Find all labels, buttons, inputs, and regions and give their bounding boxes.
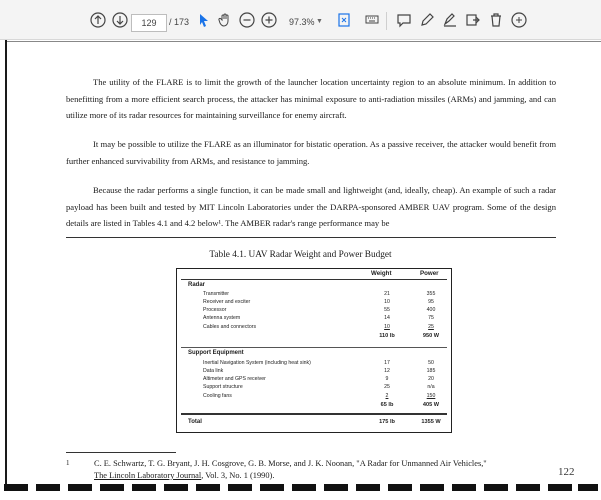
page-number: 122 [558, 466, 575, 478]
dash-mark [164, 484, 188, 491]
col-header-power: Power [420, 270, 439, 277]
dash-mark [36, 484, 60, 491]
zoom-dropdown-icon[interactable]: ▼ [316, 18, 323, 25]
dash-mark [132, 484, 156, 491]
pen-icon[interactable] [416, 9, 438, 31]
zoom-out-icon[interactable] [236, 9, 258, 31]
table-row-label: Altimeter and GPS receiver [203, 376, 266, 382]
col-header-weight: Weight [371, 270, 392, 277]
dash-mark [388, 484, 412, 491]
dash-mark [548, 484, 572, 491]
fit-page-icon[interactable] [333, 9, 355, 31]
dash-mark [484, 484, 508, 491]
table-cell-weight: 2 [385, 393, 389, 399]
table-cell-power: 185 [426, 368, 436, 374]
paragraph-1: The utility of the FLARE is to limit the growth of the launcher location uncertainty region to an absolute minimum. In addition to benefitting from a more efficient search process, the attacker has minimal exposure to anti-radiation missiles (ARMs) and jamming, and can utilize more of its radar resources for maintaining surveillance for enemy aircraft. [66, 77, 556, 120]
table-cell-power: 20 [428, 376, 434, 382]
zoom-in-icon[interactable] [258, 9, 280, 31]
table-cell-weight: 17 [384, 360, 390, 366]
page-left-margin-bar [5, 40, 7, 488]
grand-total-weight: 175 lb [379, 419, 395, 425]
radar-total-power: 950 W [422, 333, 440, 339]
support-total-weight: 65 lb [380, 402, 394, 408]
section-title-support: Support Equipment [188, 350, 244, 356]
table-cell-weight: 14 [384, 315, 390, 321]
text-divider [66, 237, 556, 238]
dash-mark [196, 484, 220, 491]
comment-icon[interactable] [393, 9, 415, 31]
table-cell-power: 50 [428, 360, 434, 366]
table-cell-weight: 21 [384, 291, 390, 297]
table-row-label: Data link [203, 368, 224, 374]
table-header-rule [181, 279, 447, 280]
more-icon[interactable] [508, 9, 530, 31]
radar-total-weight: 110 lb [379, 333, 395, 339]
dash-mark [100, 484, 124, 491]
delete-icon[interactable] [485, 9, 507, 31]
table-caption: Table 4.1. UAV Radar Weight and Power Budget [209, 250, 392, 260]
dash-mark [420, 484, 444, 491]
dash-mark [228, 484, 252, 491]
footnote-rule [66, 452, 176, 453]
table-cell-power: 95 [428, 299, 434, 305]
table-cell-weight: 10 [384, 324, 390, 330]
footnote-text [94, 458, 554, 481]
grand-total-label: Total [188, 419, 202, 425]
dash-mark [4, 484, 28, 491]
grand-total-power: 1355 W [421, 419, 441, 425]
table-cell-power: 355 [426, 291, 436, 297]
section-title-radar: Radar [188, 282, 206, 288]
arrow-down-icon[interactable] [109, 9, 131, 31]
zoom-level[interactable]: 97.3% [289, 17, 315, 27]
dash-mark [260, 484, 284, 491]
radar-budget-table [176, 268, 452, 433]
page-top-edge [5, 41, 601, 42]
table-row-label: Processor [203, 307, 227, 313]
table-row-label: Inertial Navigation System (including heat sink) [203, 360, 311, 366]
table-cell-power: 400 [426, 307, 436, 313]
dash-mark [356, 484, 380, 491]
hand-icon[interactable] [214, 9, 236, 31]
dash-mark [578, 484, 598, 491]
dash-mark [68, 484, 92, 491]
footnote-line-2: , Vol. 3, No. 1 (1990). [201, 470, 275, 480]
footnote-journal: The Lincoln Laboratory Journal [94, 470, 202, 480]
table-cell-power: 150 [426, 393, 436, 399]
table-cell-weight: 55 [384, 307, 390, 313]
support-total-power: 405 W [422, 402, 440, 408]
cursor-icon[interactable] [193, 9, 215, 31]
pdf-toolbar [0, 0, 601, 40]
table-row-label: Cooling fans [203, 393, 232, 399]
toolbar-separator [386, 12, 387, 30]
footnote-line-1: C. E. Schwartz, T. G. Bryant, J. H. Cosgrove, G. B. Morse, and J. K. Noonan, "A Radar for Unmanned Air Vehicles," [94, 459, 487, 468]
page-bottom-dashes [0, 484, 601, 494]
table-row-label: Antenna system [203, 315, 241, 321]
table-cell-weight: 25 [384, 384, 390, 390]
table-row-label: Cables and connectors [203, 324, 257, 330]
dash-mark [452, 484, 476, 491]
table-cell-power: 25 [428, 324, 434, 330]
table-row-label: Transmitter [203, 291, 230, 297]
keyboard-icon[interactable] [361, 9, 383, 31]
arrow-up-icon[interactable] [87, 9, 109, 31]
paragraph-3: Because the radar performs a single function, it can be made small and lightweight (and, ideally, cheap). An example of such a radar payload has been built and tested by MIT Lincoln Laboratories under the DARPA-sponsored AMBER UAV program. Some of the design details are listed in Tables 4.1 and 4.2 below¹. The AMBER radar's range performance may be [66, 185, 556, 228]
table-cell-power: n/a [427, 384, 435, 390]
paragraph-2: It may be possible to utilize the FLARE as an illuminator for bistatic operation. As a passive receiver, the attacker would benefit from further enhanced survivability from ARMs, and resistance to jamming. [66, 139, 556, 166]
footnote-mark: 1 [66, 459, 70, 467]
section-rule [181, 347, 447, 348]
sign-icon[interactable] [439, 9, 461, 31]
table-cell-power: 75 [428, 315, 434, 321]
share-icon[interactable] [462, 9, 484, 31]
table-row-label: Support structure [203, 384, 243, 390]
table-row-label: Receiver and exciter [203, 299, 251, 305]
page-total-label: / 173 [169, 17, 190, 27]
dash-mark [516, 484, 540, 491]
table-cell-weight: 12 [384, 368, 390, 374]
page-number-input[interactable]: 129 [131, 14, 167, 32]
dash-mark [292, 484, 316, 491]
table-cell-weight: 9 [385, 376, 389, 382]
total-rule [181, 413, 447, 415]
dash-mark [324, 484, 348, 491]
table-cell-weight: 10 [384, 299, 390, 305]
